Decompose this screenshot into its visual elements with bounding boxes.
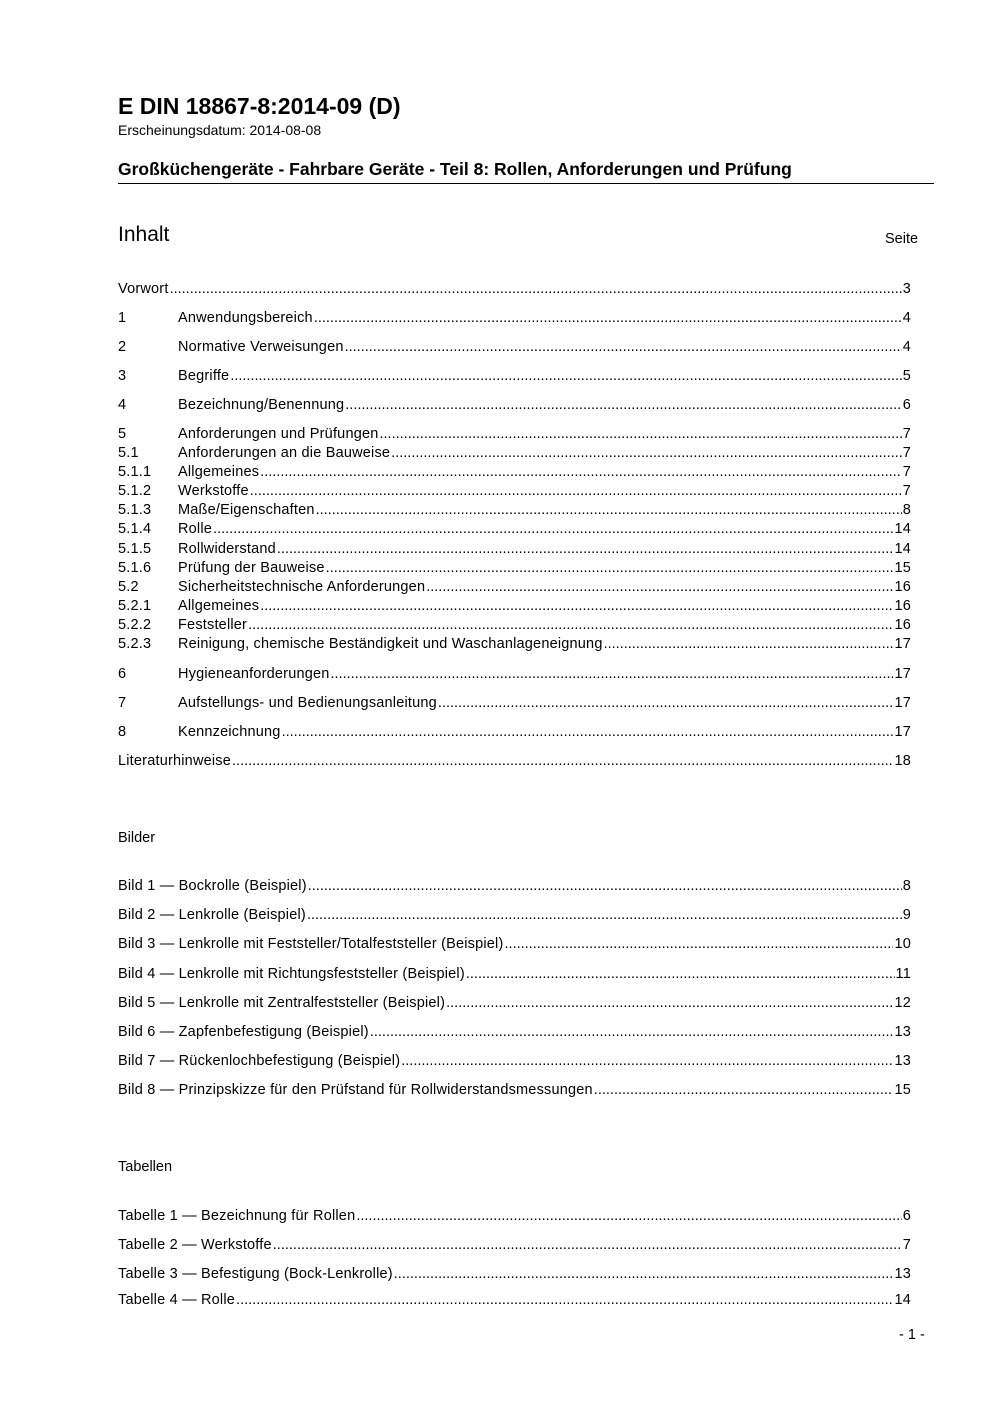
page-number: - 1 - — [899, 1327, 925, 1343]
toc-entry-text: Reinigung, chemische Beständigkeit und Waschanlageneignung — [178, 636, 603, 652]
toc-leader-dots — [236, 1291, 893, 1309]
figure-entry-text: Bild 6 — Zapfenbefestigung (Beispiel) — [118, 1024, 369, 1040]
toc-entry-text: Feststeller — [178, 617, 248, 633]
toc-leader-dots — [370, 1023, 894, 1041]
toc-entry-text: Begriffe — [178, 368, 230, 384]
figure-entry-page: 11 — [895, 966, 911, 982]
toc-entry-7[interactable] — [118, 694, 911, 712]
page-column-label: Seite — [885, 231, 919, 247]
toc-entry-number: 1 — [118, 310, 127, 326]
toc-leader-dots — [594, 1081, 894, 1099]
tables-heading: Tabellen — [118, 1159, 173, 1175]
toc-entry-5-1-3[interactable] — [118, 501, 911, 519]
figure-entry-8[interactable] — [118, 1081, 911, 1099]
toc-entry-page: 17 — [894, 636, 911, 652]
table-entry-text: Tabelle 1 — Bezeichnung für Rollen — [118, 1208, 356, 1224]
figure-entry-text: Bild 3 — Lenkrolle mit Feststeller/Totalfeststeller (Beispiel) — [118, 936, 504, 952]
toc-entry-5-1-5[interactable] — [118, 540, 911, 558]
table-entry-1[interactable] — [118, 1207, 911, 1225]
toc-entry-number: 4 — [118, 397, 127, 413]
toc-entry-page: 16 — [894, 617, 911, 633]
toc-leader-dots — [250, 482, 902, 500]
toc-entry-5-1-6[interactable] — [118, 559, 911, 577]
figure-entry-page: 13 — [894, 1053, 911, 1069]
figure-entry-text: Bild 1 — Bockrolle (Beispiel) — [118, 878, 307, 894]
table-entry-page: 14 — [894, 1292, 911, 1308]
toc-entry-8[interactable] — [118, 723, 911, 741]
toc-entry-number: 5.1.3 — [118, 502, 152, 518]
toc-entry-number: 5 — [118, 426, 127, 442]
toc-entry-number: 6 — [118, 666, 127, 682]
toc-entry-4[interactable] — [118, 396, 911, 414]
figure-entry-5[interactable] — [118, 994, 911, 1012]
toc-entry-5-2-3[interactable] — [118, 635, 911, 653]
toc-entry-5-2-2[interactable] — [118, 616, 911, 634]
toc-entry-5[interactable] — [118, 425, 911, 443]
toc-entry-page: 14 — [894, 521, 911, 537]
figure-entry-page: 8 — [902, 878, 911, 894]
figure-entry-page: 10 — [894, 936, 911, 952]
document-title: E DIN 18867-8:2014-09 (D) — [118, 93, 401, 119]
toc-entry-5-2-1[interactable] — [118, 597, 911, 615]
toc-leader-dots — [356, 1207, 901, 1225]
toc-entry-number: 3 — [118, 368, 127, 384]
toc-entry-number: 5.1 — [118, 445, 139, 461]
toc-entry-page: 17 — [894, 695, 911, 711]
toc-entry-6[interactable] — [118, 665, 911, 683]
toc-entry-page: 16 — [894, 598, 911, 614]
table-entry-4[interactable] — [118, 1291, 911, 1309]
table-entry-page: 6 — [902, 1208, 911, 1224]
toc-entry-page: 5 — [902, 368, 911, 384]
figure-entry-2[interactable] — [118, 906, 911, 924]
toc-leader-dots — [273, 1236, 902, 1254]
toc-entry-page: 7 — [902, 426, 911, 442]
toc-entry-literaturhinweise[interactable] — [118, 752, 911, 770]
toc-entry-5-1-1[interactable] — [118, 463, 911, 481]
toc-entry-text: Aufstellungs- und Bedienungsanleitung — [178, 695, 437, 711]
toc-leader-dots — [230, 367, 901, 385]
figure-entry-text: Bild 4 — Lenkrolle mit Richtungsfeststeller (Beispiel) — [118, 966, 465, 982]
toc-leader-dots — [248, 616, 893, 634]
figure-entry-4[interactable] — [118, 965, 911, 983]
figure-entry-text: Bild 5 — Lenkrolle mit Zentralfeststeller (Beispiel) — [118, 995, 446, 1011]
toc-entry-number: 5.1.6 — [118, 560, 152, 576]
toc-entry-5-1-4[interactable] — [118, 520, 911, 538]
figure-entry-page: 12 — [894, 995, 911, 1011]
toc-entry-2[interactable] — [118, 338, 911, 356]
toc-entry-page: 7 — [902, 464, 911, 480]
toc-entry-text: Kennzeichnung — [178, 724, 281, 740]
toc-leader-dots — [394, 1265, 894, 1283]
toc-leader-dots — [260, 597, 893, 615]
toc-leader-dots — [308, 877, 902, 895]
figures-heading: Bilder — [118, 830, 156, 846]
toc-entry-number: 5.1.1 — [118, 464, 152, 480]
toc-entry-page: 14 — [894, 541, 911, 557]
toc-leader-dots — [282, 723, 894, 741]
toc-leader-dots — [314, 309, 902, 327]
toc-leader-dots — [345, 396, 901, 414]
toc-entry-text: Prüfung der Bauweise — [178, 560, 325, 576]
table-entry-page: 7 — [902, 1237, 911, 1253]
toc-entry-page: 8 — [902, 502, 911, 518]
toc-entry-text: Anforderungen und Prüfungen — [178, 426, 379, 442]
toc-entry-text: Literaturhinweise — [118, 753, 232, 769]
toc-leader-dots — [446, 994, 893, 1012]
toc-entry-page: 7 — [902, 445, 911, 461]
toc-entry-vorwort[interactable] — [118, 280, 911, 298]
toc-entry-number: 2 — [118, 339, 127, 355]
toc-entry-page: 7 — [902, 483, 911, 499]
toc-leader-dots — [505, 935, 894, 953]
toc-leader-dots — [604, 635, 894, 653]
toc-entry-page: 15 — [894, 560, 911, 576]
toc-entry-page: 17 — [894, 724, 911, 740]
toc-entry-5-1-2[interactable] — [118, 482, 911, 500]
toc-leader-dots — [307, 906, 902, 924]
toc-entry-text: Anforderungen an die Bauweise — [178, 445, 391, 461]
toc-entry-5-2[interactable] — [118, 578, 911, 596]
toc-leader-dots — [232, 752, 893, 770]
toc-leader-dots — [426, 578, 893, 596]
toc-entry-page: 16 — [894, 579, 911, 595]
toc-entry-text: Sicherheitstechnische Anforderungen — [178, 579, 426, 595]
table-entry-3[interactable] — [118, 1265, 911, 1283]
toc-entry-3[interactable] — [118, 367, 911, 385]
toc-leader-dots — [380, 425, 902, 443]
toc-entry-text: Vorwort — [118, 281, 169, 297]
toc-entry-text: Allgemeines — [178, 464, 260, 480]
publication-date: Erscheinungsdatum: 2014-08-08 — [118, 122, 322, 138]
toc-entry-number: 7 — [118, 695, 127, 711]
subtitle-divider — [118, 183, 934, 184]
toc-entry-number: 5.2.1 — [118, 598, 152, 614]
toc-leader-dots — [170, 280, 902, 298]
toc-leader-dots — [260, 463, 902, 481]
toc-entry-number: 5.2.2 — [118, 617, 152, 633]
table-entry-text: Tabelle 4 — Rolle — [118, 1292, 236, 1308]
figure-entry-page: 9 — [902, 907, 911, 923]
figure-entry-text: Bild 2 — Lenkrolle (Beispiel) — [118, 907, 306, 923]
figure-entry-1[interactable] — [118, 877, 911, 895]
toc-entry-text: Hygieneanforderungen — [178, 666, 330, 682]
table-entry-2[interactable] — [118, 1236, 911, 1254]
toc-entry-text: Allgemeines — [178, 598, 260, 614]
toc-entry-number: 5.1.2 — [118, 483, 152, 499]
toc-entry-number: 8 — [118, 724, 127, 740]
toc-leader-dots — [326, 559, 894, 577]
toc-heading: Inhalt — [118, 223, 170, 246]
toc-leader-dots — [213, 520, 893, 538]
figure-entry-3[interactable] — [118, 935, 911, 953]
toc-entry-page: 4 — [902, 339, 911, 355]
toc-entry-text: Maße/Eigenschaften — [178, 502, 315, 518]
toc-entry-text: Werkstoffe — [178, 483, 249, 499]
figure-entry-6[interactable] — [118, 1023, 911, 1041]
toc-leader-dots — [391, 444, 902, 462]
figure-entry-page: 13 — [894, 1024, 911, 1040]
toc-leader-dots — [331, 665, 894, 683]
table-entry-page: 13 — [894, 1266, 911, 1282]
toc-entry-number: 5.1.5 — [118, 541, 152, 557]
toc-entry-number: 5.1.4 — [118, 521, 152, 537]
toc-entry-text: Bezeichnung/Benennung — [178, 397, 345, 413]
toc-entry-page: 6 — [902, 397, 911, 413]
toc-entry-page: 4 — [902, 310, 911, 326]
toc-entry-1[interactable] — [118, 309, 911, 327]
table-entry-text: Tabelle 3 — Befestigung (Bock-Lenkrolle) — [118, 1266, 393, 1282]
toc-entry-text: Rolle — [178, 521, 213, 537]
figure-entry-7[interactable] — [118, 1052, 911, 1070]
toc-entry-number: 5.2.3 — [118, 636, 152, 652]
table-entry-text: Tabelle 2 — Werkstoffe — [118, 1237, 272, 1253]
toc-leader-dots — [401, 1052, 893, 1070]
figure-entry-text: Bild 8 — Prinzipskizze für den Prüfstand für Rollwiderstandsmessungen — [118, 1082, 593, 1098]
toc-entry-text: Anwendungsbereich — [178, 310, 313, 326]
toc-entry-page: 17 — [894, 666, 911, 682]
toc-leader-dots — [466, 965, 895, 983]
toc-entry-page: 18 — [894, 753, 911, 769]
document-subtitle: Großküchengeräte - Fahrbare Geräte - Teil 8: Rollen, Anforderungen und Prüfung — [118, 159, 792, 179]
toc-leader-dots — [345, 338, 902, 356]
toc-entry-text: Rollwiderstand — [178, 541, 276, 557]
toc-leader-dots — [438, 694, 894, 712]
toc-entry-text: Normative Verweisungen — [178, 339, 344, 355]
toc-leader-dots — [316, 501, 902, 519]
toc-leader-dots — [277, 540, 894, 558]
figure-entry-text: Bild 7 — Rückenlochbefestigung (Beispiel) — [118, 1053, 401, 1069]
figure-entry-page: 15 — [894, 1082, 911, 1098]
toc-entry-number: 5.2 — [118, 579, 139, 595]
toc-entry-page: 3 — [902, 281, 911, 297]
toc-entry-5-1[interactable] — [118, 444, 911, 462]
